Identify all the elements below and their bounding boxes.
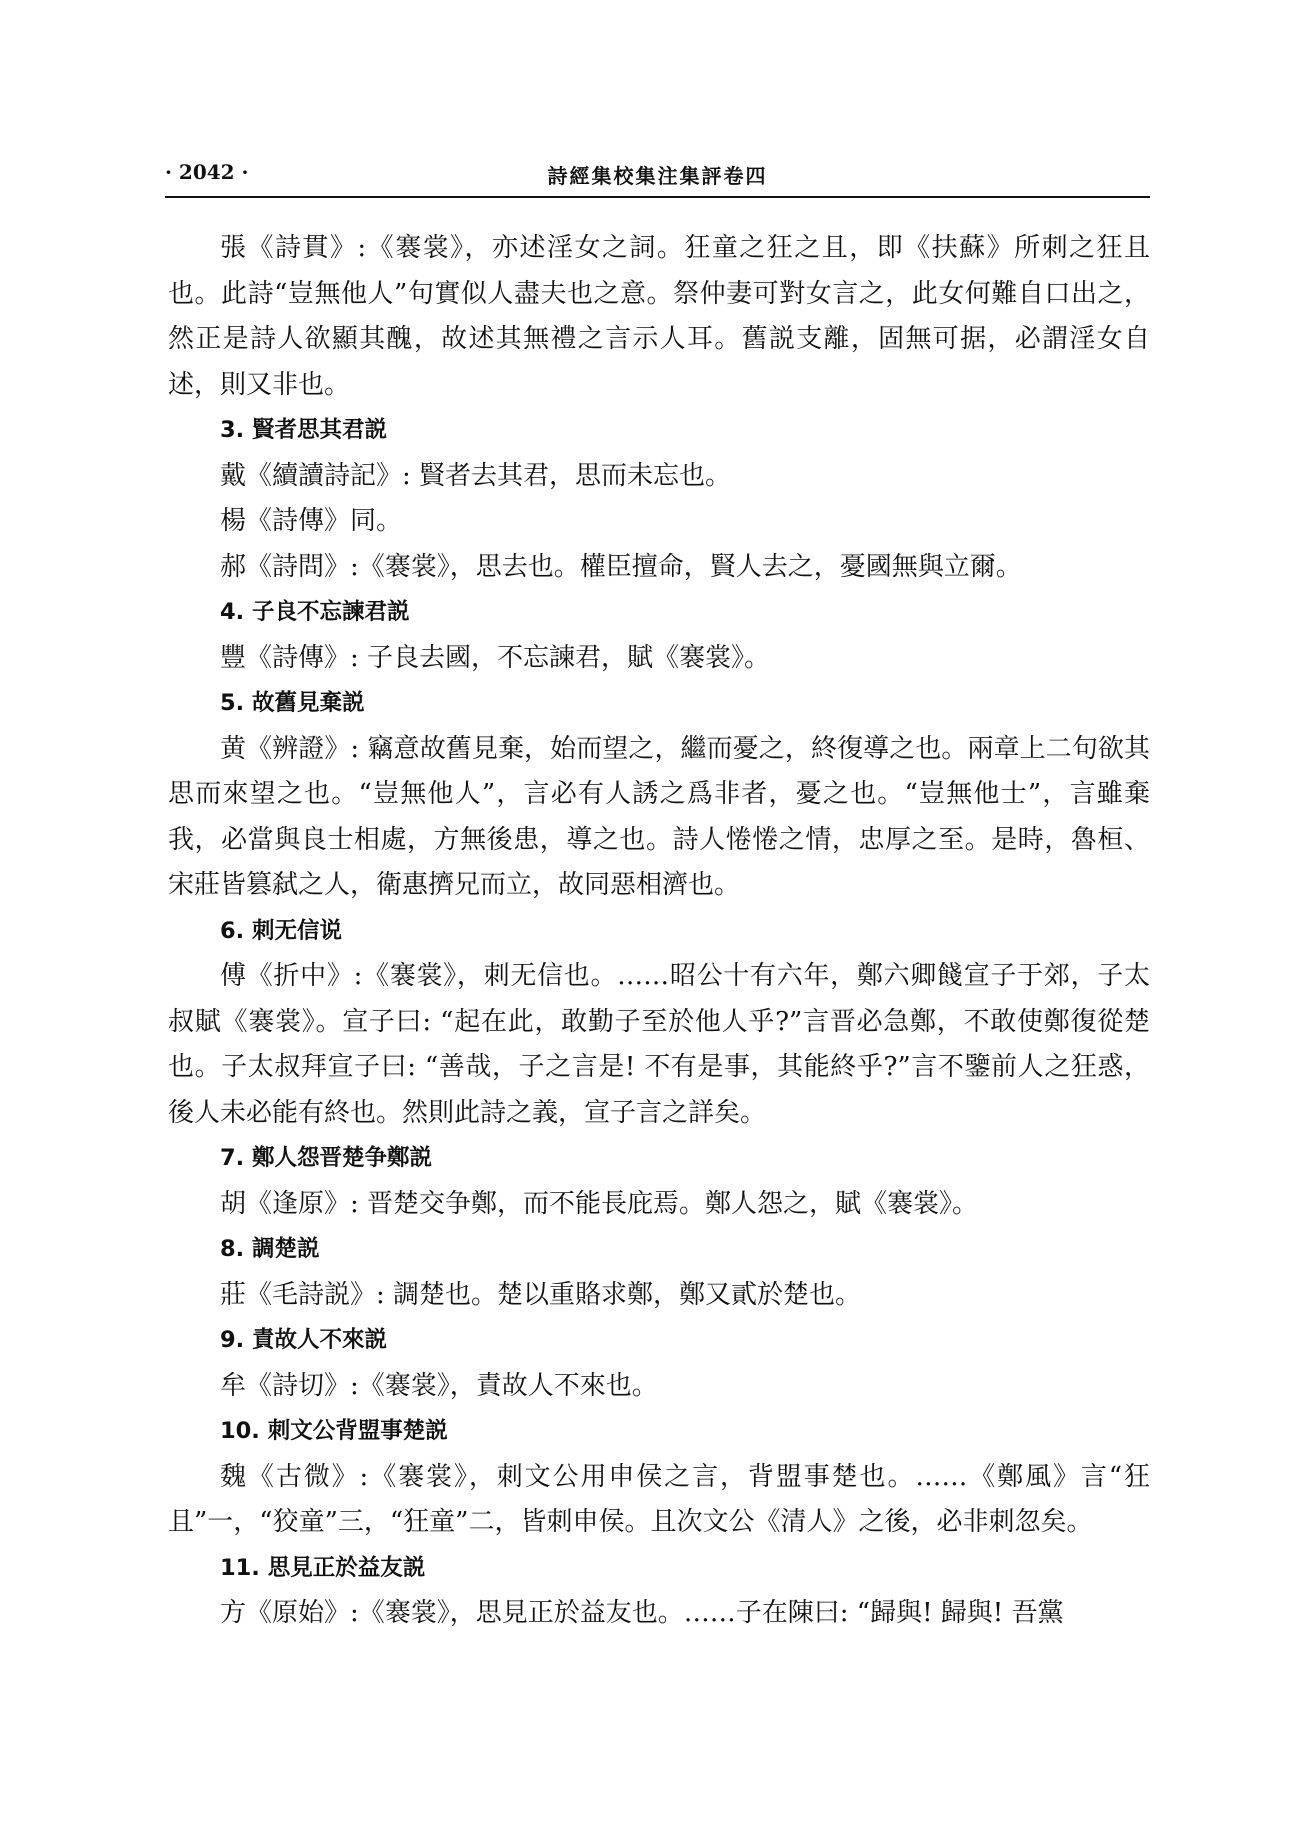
- section-heading: 4. 子良不忘諫君説: [220, 599, 410, 625]
- page-number: · 2042 ·: [165, 160, 249, 184]
- paragraph: 傅《折中》:《褰裳》，刺无信也。……昭公十有六年，鄭六卿餞宣子于郊，子太叔賦《褰裳》。宣子曰: “起在此，敢勤子至於他人乎?”言晋必急鄭，不敢使鄭復從楚也。子太叔拜宣子曰: “善哉，子之言是! 不有是事，其能終乎?”言不鑒前人之狂惑，後人未必能有終也。然則此詩之義，宣子言之詳矣。: [168, 961, 1150, 1128]
- paragraph: 莊《毛詩説》: 調楚也。楚以重賂求鄭，鄭又貳於楚也。: [220, 1279, 862, 1310]
- header-rule: [165, 196, 1150, 198]
- paragraph: 郝《詩問》:《褰裳》，思去也。權臣擅命，賢人去之，憂國無與立爾。: [220, 551, 1022, 582]
- body-text: [168, 226, 1150, 1637]
- section-heading: 11. 思見正於益友説: [220, 1554, 426, 1581]
- paragraph: 胡《逢原》: 晋楚交争鄭，而不能長庇焉。鄭人怨之，賦《褰裳》。: [220, 1188, 979, 1219]
- paragraph: 魏《古微》:《褰裳》，刺文公用申侯之言，背盟事楚也。……《鄭風》言“狂且”一，“狡童”三，“狂童”二，皆刺申侯。且次文公《清人》之後，必非刺忽矣。: [168, 1461, 1150, 1537]
- section-heading: 5. 故舊見棄説: [220, 690, 365, 716]
- running-title: 詩經集校集注集評卷四: [547, 164, 768, 188]
- paragraph: 戴《續讀詩記》: 賢者去其君，思而未忘也。: [220, 460, 732, 491]
- page-header: [165, 160, 1150, 196]
- paragraph: 豐《詩傳》: 子良去國，不忘諫君，賦《褰裳》。: [220, 642, 771, 673]
- paragraph: 牟《詩切》:《褰裳》，責故人不來也。: [220, 1370, 658, 1401]
- section-heading: 3. 賢者思其君説: [220, 417, 388, 443]
- section-heading: 10. 刺文公背盟事楚説: [220, 1418, 448, 1444]
- paragraph: 方《原始》:《褰裳》，思見正於益友也。……子在陳曰: “歸與! 歸與! 吾黨: [220, 1598, 1064, 1628]
- section-heading: 9. 責故人不來説: [220, 1327, 388, 1353]
- section-heading: 6. 刺无信说: [220, 917, 343, 944]
- paragraph: 黄《辨證》: 竊意故舊見棄，始而望之，繼而憂之，終復導之也。兩章上二句欲其思而來望之也。“豈無他人”，言必有人誘之爲非者，憂之也。“豈無他士”，言雖棄我，必當與良士相處，方無後患，導之也。詩人惓惓之情，忠厚之至。是時，魯桓、宋莊皆篡弑之人，衛惠擠兄而立，故同惡相濟也。: [168, 733, 1150, 900]
- section-heading: 7. 鄭人怨晋楚争鄭説: [220, 1145, 433, 1171]
- paragraph: 楊《詩傳》同。: [220, 506, 403, 536]
- section-heading: 8. 調楚説: [220, 1236, 320, 1262]
- paragraph: 張《詩貫》:《褰裳》，亦述淫女之詞。狂童之狂之且，即《扶蘇》所刺之狂且也。此詩“豈無他人”句實似人盡夫也之意。祭仲妻可對女言之，此女何難自口出之，然正是詩人欲顯其醜，故述其無禮之言示人耳。舊説支離，固無可据，必謂淫女自述，則又非也。: [168, 233, 1150, 400]
